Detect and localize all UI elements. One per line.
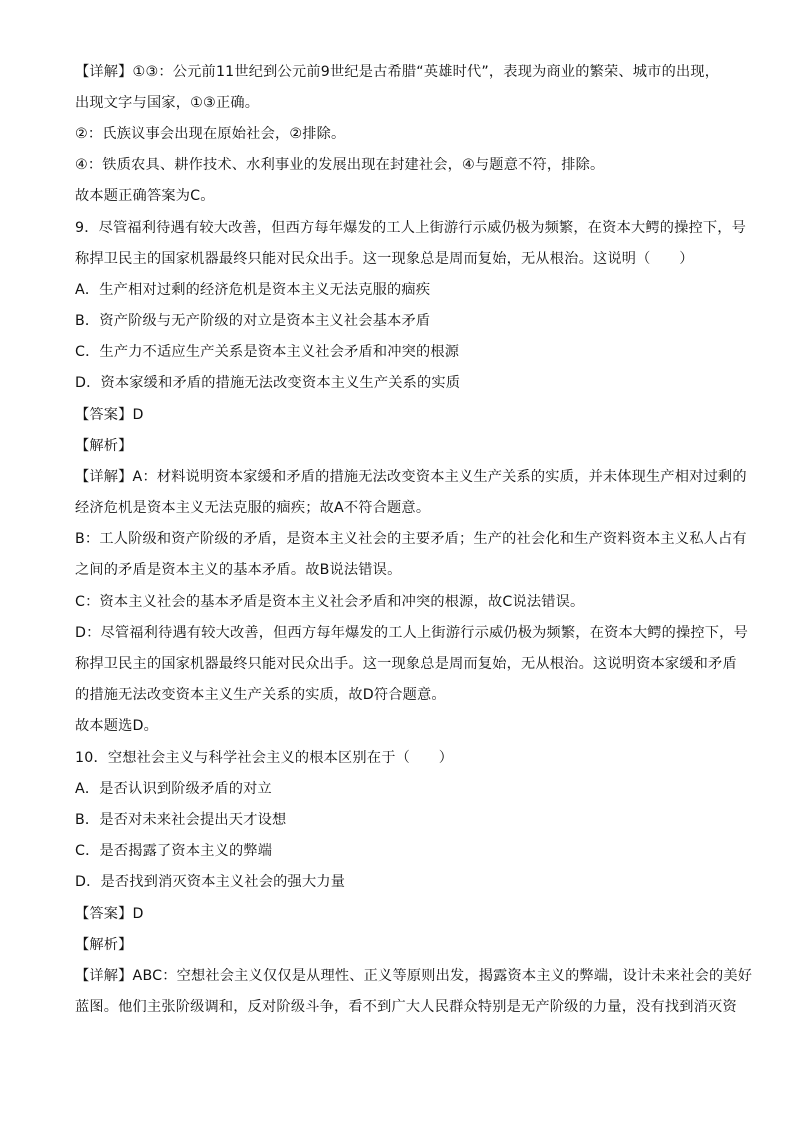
question-9-option-d: D．资本家缓和矛盾的措施无法改变资本主义生产关系的实质: [75, 375, 461, 391]
detail-para-8-line-2: 出现文字与国家，①③正确。: [75, 95, 260, 111]
detail-para-8-item-4: ④：铁质农具、耕作技术、水利事业的发展出现在封建社会，④与题意不符，排除。: [75, 157, 605, 173]
question-9-option-c: C．生产力不适应生产关系是资本主义社会矛盾和冲突的根源: [75, 344, 460, 360]
question-10-option-a: A．是否认识到阶级矛盾的对立: [75, 781, 272, 797]
detail-10-line-2: 蓝图。他们主张阶级调和，反对阶级斗争，看不到广大人民群众特别是无产阶级的力量，没有找到消灭资: [75, 999, 737, 1015]
detail-9-c: C：资本主义社会的基本矛盾是资本主义社会矛盾和冲突的根源，故C说法错误。: [75, 594, 585, 610]
detail-10-line-1: 【详解】ABC：空想社会主义仅仅是从理性、正义等原则出发，揭露资本主义的弊端，设计未来社会的美好: [75, 968, 753, 984]
question-9-option-b: B．资产阶级与无产阶级的对立是资本主义社会基本矛盾: [75, 313, 431, 329]
detail-9-d-line-1: D：尽管福利待遇有较大改善，但西方每年爆发的工人上街游行示威仍极为频繁，在资本大鳄的操控下，号: [75, 625, 748, 641]
question-10-option-d: D．是否找到消灭资本主义社会的强大力量: [75, 874, 346, 890]
question-10-option-c: C．是否揭露了资本主义的弊端: [75, 843, 273, 859]
detail-9-b-line-2: 之间的矛盾是资本主义的基本矛盾。故B说法错误。: [75, 562, 402, 578]
detail-9-a-line-1: 【详解】A：材料说明资本家缓和矛盾的措施无法改变资本主义生产关系的实质，并未体现生产相对过剩的: [75, 469, 747, 485]
question-9-stem-line-1: 9．尽管福利待遇有较大改善，但西方每年爆发的工人上街游行示威仍极为频繁，在资本大鳄的操控下，号: [75, 220, 747, 236]
detail-para-8-item-2: ②：氏族议事会出现在原始社会，②排除。: [75, 126, 346, 142]
question-10-stem: 10．空想社会主义与科学社会主义的根本区别在于（ ）: [75, 750, 454, 766]
detail-para-8-line-1: 【详解】①③：公元前11世纪到公元前9世纪是古希腊“英雄时代”，表现为商业的繁荣、城市的出现，: [75, 64, 720, 80]
detail-9-d-line-2: 称捍卫民主的国家机器最终只能对民众出手。这一现象总是周而复始，无从根治。这说明资本家缓和矛盾: [75, 656, 737, 672]
detail-9-a-line-2: 经济危机是资本主义无法克服的痼疾；故A不符合题意。: [75, 500, 431, 516]
detail-9-d-line-3: 的措施无法改变资本主义生产关系的实质，故D符合题意。: [75, 687, 446, 703]
conclusion-9: 故本题选D。: [75, 718, 159, 734]
analysis-heading-9: 【解析】: [75, 438, 133, 454]
question-9-option-a: A．生产相对过剩的经济危机是资本主义无法克服的痼疾: [75, 282, 431, 298]
detail-9-b-line-1: B：工人阶级和资产阶级的矛盾，是资本主义社会的主要矛盾；生产的社会化和生产资料资本主义私人占有: [75, 531, 747, 547]
conclusion-8: 故本题正确答案为C。: [75, 188, 215, 204]
answer-9: 【答案】D: [75, 407, 144, 423]
analysis-heading-10: 【解析】: [75, 937, 133, 953]
question-9-stem-line-2: 称捍卫民主的国家机器最终只能对民众出手。这一现象总是周而复始，无从根治。这说明（ ）: [75, 251, 694, 267]
question-10-option-b: B．是否对未来社会提出天才设想: [75, 812, 287, 828]
answer-10: 【答案】D: [75, 906, 144, 922]
